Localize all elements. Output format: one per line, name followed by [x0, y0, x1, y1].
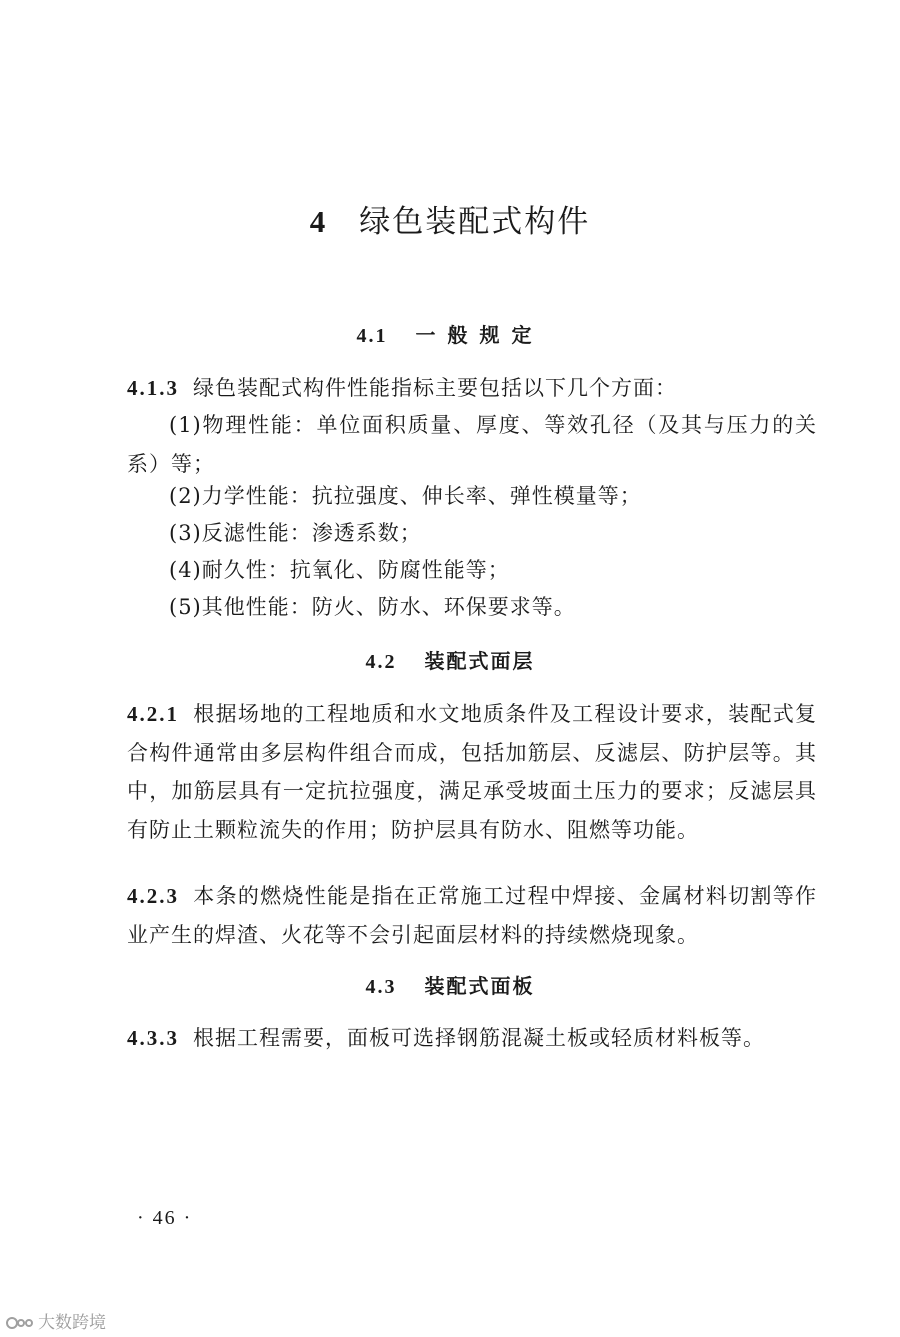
clause-number: 4.3.3 [127, 1026, 179, 1050]
clause-text: 根据工程需要，面板可选择钢筋混凝土板或轻质材料板等。 [193, 1026, 765, 1050]
section-title: 装配式面板 [424, 974, 535, 998]
list-item: (1)物理性能：单位面积质量、厚度、等效孔径（及其与压力的关系）等； [127, 413, 817, 476]
section-title: 一般规定 [415, 323, 544, 347]
watermark-logo-icon [6, 1314, 34, 1332]
chapter-number: 4 [309, 204, 328, 239]
section-title: 装配式面层 [424, 649, 535, 673]
section-number: 4.1 [356, 325, 388, 347]
list-item: (5)其他性能：防火、防水、环保要求等。 [169, 595, 576, 619]
section-heading-4-3 [0, 970, 900, 999]
chapter-title [0, 196, 900, 241]
clause-text: 绿色装配式构件性能指标主要包括以下几个方面： [193, 376, 677, 400]
list-item: (4)耐久性：抗氧化、防腐性能等； [169, 558, 510, 582]
list-item: (3)反滤性能：渗透系数； [169, 521, 422, 545]
clause-4-1-3 [127, 369, 817, 408]
watermark-text: 大数跨境 [38, 1313, 106, 1333]
clause-4-2-3 [127, 877, 817, 954]
section-heading-4-2 [0, 645, 900, 674]
clause-number: 4.1.3 [127, 376, 179, 400]
section-number: 4.2 [365, 651, 397, 673]
chapter-title-text: 绿色装配式构件 [359, 204, 591, 240]
section-number: 4.3 [365, 976, 397, 998]
clause-text: 根据场地的工程地质和水文地质条件及工程设计要求，装配式复合构件通常由多层构件组合而成，包括加筋层、反滤层、防护层等。其中，加筋层具有一定抗拉强度，满足承受坡面土压力的要求；反滤层具有防止土颗粒流失的作用；防护层具有防水、阻燃等功能。 [127, 702, 817, 842]
clause-number: 4.2.1 [127, 702, 179, 726]
clause-number: 4.2.3 [127, 884, 179, 908]
clause-4-2-1 [127, 695, 817, 849]
list-item: (2)力学性能：抗拉强度、伸长率、弹性模量等； [169, 484, 642, 508]
watermark [6, 1308, 106, 1333]
page-number: · 46 · [137, 1207, 193, 1229]
section-heading-4-1 [0, 319, 900, 348]
clause-4-3-3 [127, 1019, 817, 1058]
clause-text: 本条的燃烧性能是指在正常施工过程中焊接、金属材料切割等作业产生的焊渣、火花等不会引起面层材料的持续燃烧现象。 [127, 884, 817, 947]
